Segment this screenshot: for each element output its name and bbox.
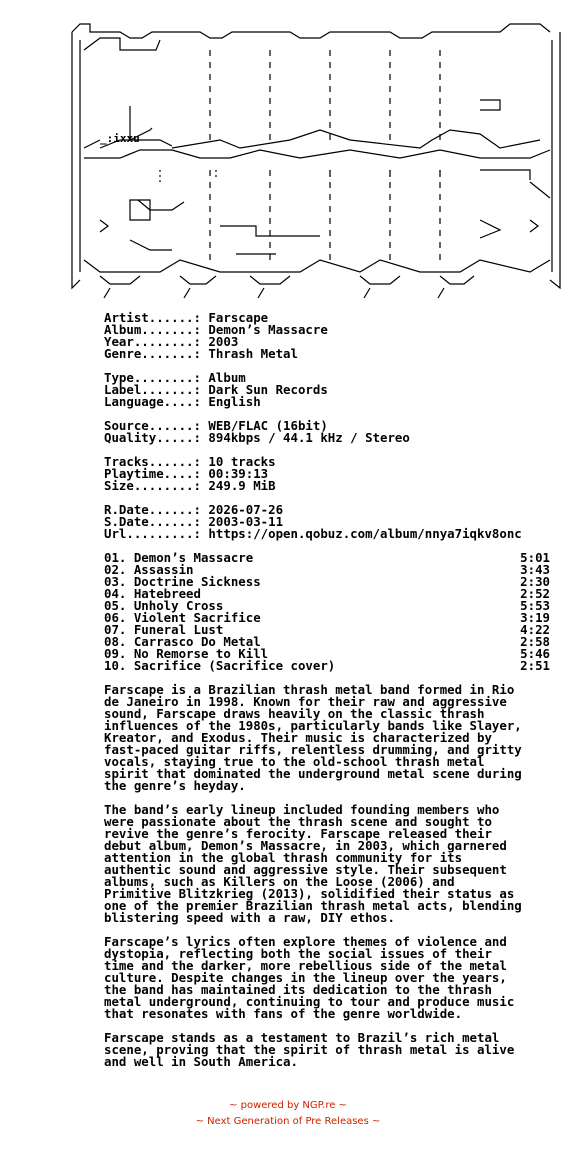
info-line: Quality.....: 894kbps / 44.1 kHz / Stereo [104, 430, 410, 445]
info-line: Artist......: Farscape [104, 310, 269, 325]
track-title: 06. Violent Sacrifice [104, 610, 261, 625]
track-duration: 2:58 [520, 634, 550, 649]
description-paragraph-3: Farscape’s lyrics often explore themes of violence and dystopia, reflecting both the social issues of their time and the darker, more rebellious side of the metal culture. Despite changes in the lineup over the years, the band has maintained its dedication to the thrash metal underground, continuing to tour and produce music that resonates with fans of the genre worldwide. [104, 934, 515, 1021]
info-line: Label.......: Dark Sun Records [104, 382, 328, 397]
info-line: S.Date......: 2003-03-11 [104, 514, 284, 529]
track-title: 01. Demon’s Massacre [104, 550, 254, 565]
track-duration: 3:19 [520, 610, 550, 625]
tracklist [104, 552, 564, 672]
track-duration: 2:51 [520, 658, 550, 673]
release-info [104, 312, 564, 540]
track-title: 07. Funeral Lust [104, 622, 224, 637]
track-duration: 5:53 [520, 598, 550, 613]
ascii-logo-art [60, 10, 572, 300]
info-line: Year........: 2003 [104, 334, 239, 349]
description-paragraph-2: The band’s early lineup included founding members who were passionate about the thrash scene and sought to revive the genre’s ferocity. Farscape released their debut album, Demon’s Massacre, in 2003, which garnered attention in the global thrash community for its authentic sound and aggressive style. Their subsequent albums, such as Killers on the Loose (2006) and Primitive Blitzkrieg (2013), solidified their status as one of the premier Brazilian thrash metal acts, blending blistering speed with a raw, DIY ethos. [104, 802, 522, 925]
track-duration: 5:01 [520, 550, 550, 565]
info-line: Genre.......: Thrash Metal [104, 346, 298, 361]
track-row [104, 660, 550, 672]
info-line: Url.........: https://open.qobuz.com/album/nnya7iqkv8onc [104, 526, 522, 541]
track-duration: 5:46 [520, 646, 550, 661]
info-line: Language....: English [104, 394, 261, 409]
info-line: Tracks......: 10 tracks [104, 454, 276, 469]
track-duration: 3:43 [520, 562, 550, 577]
info-line: R.Date......: 2026-07-26 [104, 502, 284, 517]
track-title: 10. Sacrifice (Sacrifice cover) [104, 658, 336, 673]
description-paragraph-4: Farscape stands as a testament to Brazil’s rich metal scene, proving that the spirit of thrash metal is alive and well in South America. [104, 1030, 515, 1069]
track-title: 09. No Remorse to Kill [104, 646, 269, 661]
track-title: 04. Hatebreed [104, 586, 201, 601]
info-line: Album.......: Demon’s Massacre [104, 322, 328, 337]
ascii-art-fragment-label: _:ixxu [100, 132, 140, 145]
info-line: Size........: 249.9 MiB [104, 478, 276, 493]
description-paragraph-1: Farscape is a Brazilian thrash metal band formed in Rio de Janeiro in 1998. Known for their raw and aggressive sound, Farscape draws heavily on the classic thrash influences of the 1980s, particularly bands like Slayer, Kreator, and Exodus. Their music is characterized by fast-paced guitar riffs, relentless drumming, and gritty vocals, staying true to the old-school thrash metal spirit that dominated the underground metal scene during the genre’s heyday. [104, 682, 522, 793]
track-duration: 2:52 [520, 586, 550, 601]
track-title: 08. Carrasco Do Metal [104, 634, 261, 649]
ascii-logo-drawing [60, 10, 572, 300]
track-duration: 4:22 [520, 622, 550, 637]
track-title: 03. Doctrine Sickness [104, 574, 261, 589]
track-title: 05. Unholy Cross [104, 598, 224, 613]
track-duration: 2:30 [520, 574, 550, 589]
track-title: 02. Assassin [104, 562, 194, 577]
info-line: Type........: Album [104, 370, 246, 385]
info-line: Source......: WEB/FLAC (16bit) [104, 418, 328, 433]
info-line: Playtime....: 00:39:13 [104, 466, 269, 481]
footer-powered-by: ~ powered by NGP.re ~ [229, 1100, 347, 1111]
footer-tagline: ~ Next Generation of Pre Releases ~ [195, 1116, 381, 1127]
